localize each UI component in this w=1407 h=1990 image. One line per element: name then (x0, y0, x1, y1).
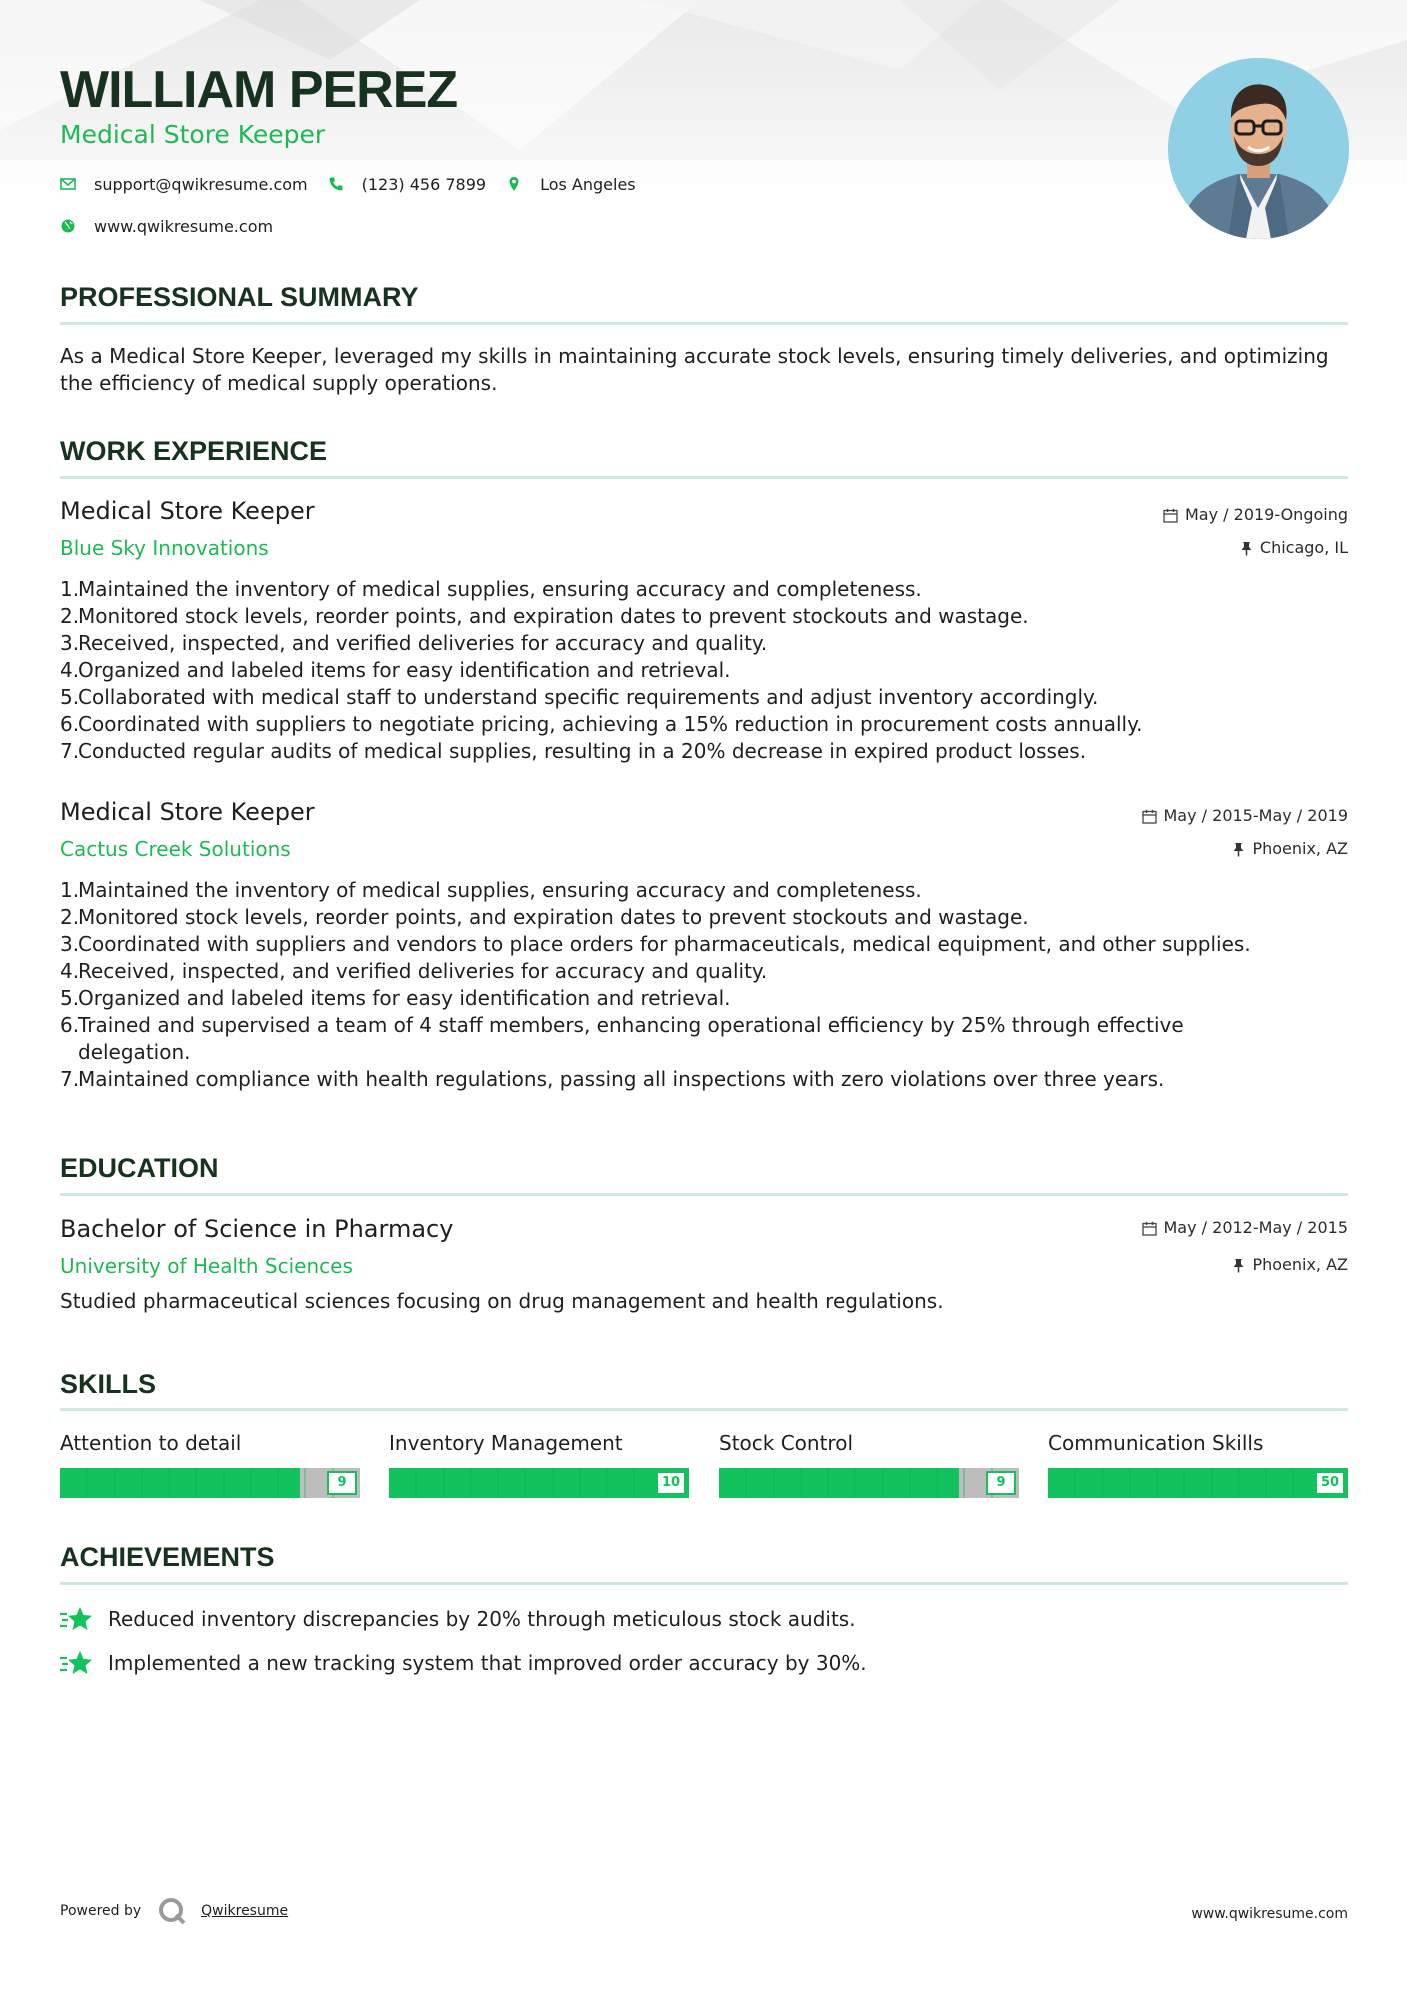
skill-bar-segments (1048, 1468, 1348, 1498)
qwikresume-logo-icon (157, 1896, 187, 1926)
achievement-text: Implemented a new tracking system that improved order accuracy by 30%. (108, 1651, 867, 1675)
skill-score-badge: 10 (656, 1471, 686, 1495)
map-marker-icon (506, 176, 522, 192)
skill-score-badge: 9 (327, 1471, 357, 1495)
location-text: Los Angeles (540, 174, 636, 194)
globe-icon (60, 218, 76, 234)
calendar-icon (1163, 508, 1178, 523)
footer-powered-by (60, 1896, 288, 1926)
skill-label: Stock Control (719, 1431, 854, 1455)
list-item: 2. Monitored stock levels, reorder points, and expiration dates to prevent stockouts and wastage. (60, 604, 1029, 628)
skill-label: Communication Skills (1048, 1431, 1264, 1455)
degree-title: Bachelor of Science in Pharmacy (60, 1215, 454, 1243)
experience-heading: WORK EXPERIENCE (60, 436, 328, 466)
skill-bar-segments (719, 1468, 1019, 1498)
skill-item (389, 1430, 689, 1498)
pushpin-icon (1232, 842, 1245, 857)
education-location (1232, 1255, 1348, 1275)
job-dates (1142, 806, 1349, 826)
avatar (1168, 58, 1349, 239)
skill-bar (60, 1468, 360, 1498)
list-item: 6. Coordinated with suppliers to negotiate pricing, achieving a 15% reduction in procurement costs annually. (60, 712, 1143, 736)
education-dates-text: May / 2012-May / 2015 (1163, 1218, 1348, 1237)
job-company: Cactus Creek Solutions (60, 837, 291, 861)
list-item: 5. Organized and labeled items for easy identification and retrieval. (60, 986, 731, 1010)
pushpin-icon (1240, 541, 1253, 556)
job-company: Blue Sky Innovations (60, 536, 269, 560)
candidate-title: Medical Store Keeper (60, 120, 326, 149)
calendar-icon (1142, 1221, 1157, 1236)
education-location-text: Phoenix, AZ (1252, 1255, 1348, 1274)
list-item: 4. Organized and labeled items for easy identification and retrieval. (60, 658, 731, 682)
list-item: 2. Monitored stock levels, reorder points, and expiration dates to prevent stockouts and wastage. (60, 905, 1029, 929)
list-item: 3. Coordinated with suppliers and vendors to place orders for pharmaceuticals, medical equipment, and other supplies. (60, 932, 1251, 956)
list-item: 1. Maintained the inventory of medical supplies, ensuring accuracy and completeness. (60, 878, 922, 902)
star-icon (60, 1649, 92, 1677)
job-dates-text: May / 2019-Ongoing (1185, 505, 1348, 524)
list-item: 1. Maintained the inventory of medical supplies, ensuring accuracy and completeness. (60, 577, 922, 601)
pushpin-icon (1232, 1258, 1245, 1273)
job-dates-text: May / 2015-May / 2019 (1163, 806, 1348, 825)
footer-website-link[interactable]: www.qwikresume.com (1191, 1906, 1348, 1922)
powered-by-text: Powered by (60, 1903, 142, 1919)
job-location-text: Chicago, IL (1259, 538, 1348, 557)
section-divider (60, 476, 1348, 479)
education-dates (1142, 1218, 1349, 1238)
phone-text[interactable]: (123) 456 7899 (361, 174, 487, 194)
job-location (1232, 839, 1348, 859)
job-bullets (60, 576, 1340, 765)
job-location (1240, 538, 1348, 558)
skill-bar (719, 1468, 1019, 1498)
achievements-heading: ACHIEVEMENTS (60, 1542, 275, 1572)
skill-bar-segments (60, 1468, 360, 1498)
footer-brand-link[interactable]: Qwikresume (201, 1903, 289, 1919)
section-divider (60, 322, 1348, 325)
calendar-icon (1142, 809, 1157, 824)
education-description: Studied pharmaceutical sciences focusing on drug management and health regulations. (60, 1289, 944, 1313)
section-divider (60, 1193, 1348, 1196)
job-title: Medical Store Keeper (60, 497, 315, 525)
candidate-name: WILLIAM PEREZ (60, 61, 458, 119)
skill-item (60, 1430, 360, 1498)
list-item: 6. Trained and supervised a team of 4 staff members, enhancing operational efficiency by 25% through effective delegation. (60, 1013, 1184, 1064)
contact-row (60, 172, 636, 196)
school-name: University of Health Sciences (60, 1254, 353, 1278)
list-item: 7. Maintained compliance with health regulations, passing all inspections with zero violations over three years. (60, 1067, 1165, 1091)
skill-bar (389, 1468, 689, 1498)
list-item: 5. Collaborated with medical staff to understand specific requirements and adjust inventory accordingly. (60, 685, 1099, 709)
skill-bar (1048, 1468, 1348, 1498)
summary-heading: PROFESSIONAL SUMMARY (60, 282, 419, 312)
email-text[interactable]: support@qwikresume.com (94, 174, 308, 194)
skill-bar-segments (389, 1468, 689, 1498)
skills-heading: SKILLS (60, 1369, 157, 1399)
section-divider (60, 1408, 1348, 1411)
list-item: 7. Conducted regular audits of medical supplies, resulting in a 20% decrease in expired product losses. (60, 739, 1087, 763)
achievement-item (60, 1605, 856, 1633)
job-location-text: Phoenix, AZ (1252, 839, 1348, 858)
skill-item (1048, 1430, 1348, 1498)
phone-icon (328, 176, 344, 192)
section-divider (60, 1582, 1348, 1585)
job-bullets (60, 877, 1340, 1093)
achievement-item (60, 1649, 867, 1677)
skill-label: Attention to detail (60, 1431, 242, 1455)
education-heading: EDUCATION (60, 1153, 219, 1183)
star-icon (60, 1605, 92, 1633)
website-text[interactable]: www.qwikresume.com (94, 216, 274, 236)
list-item: 4. Received, inspected, and verified deliveries for accuracy and quality. (60, 959, 768, 983)
email-icon (60, 176, 76, 192)
summary-text: As a Medical Store Keeper, leveraged my skills in maintaining accurate stock levels, ensuring timely deliveries, and optimizing the efficiency of medical supply operations. (60, 344, 1329, 395)
website-row (60, 214, 273, 238)
job-dates (1163, 505, 1348, 525)
job-title: Medical Store Keeper (60, 798, 315, 826)
skill-label: Inventory Management (389, 1431, 623, 1455)
achievement-text: Reduced inventory discrepancies by 20% through meticulous stock audits. (108, 1607, 856, 1631)
list-item: 3. Received, inspected, and verified deliveries for accuracy and quality. (60, 631, 768, 655)
skill-item (719, 1430, 1019, 1498)
skill-score-badge: 9 (986, 1471, 1016, 1495)
skill-score-badge: 50 (1315, 1471, 1345, 1495)
profile-photo (1168, 58, 1349, 239)
